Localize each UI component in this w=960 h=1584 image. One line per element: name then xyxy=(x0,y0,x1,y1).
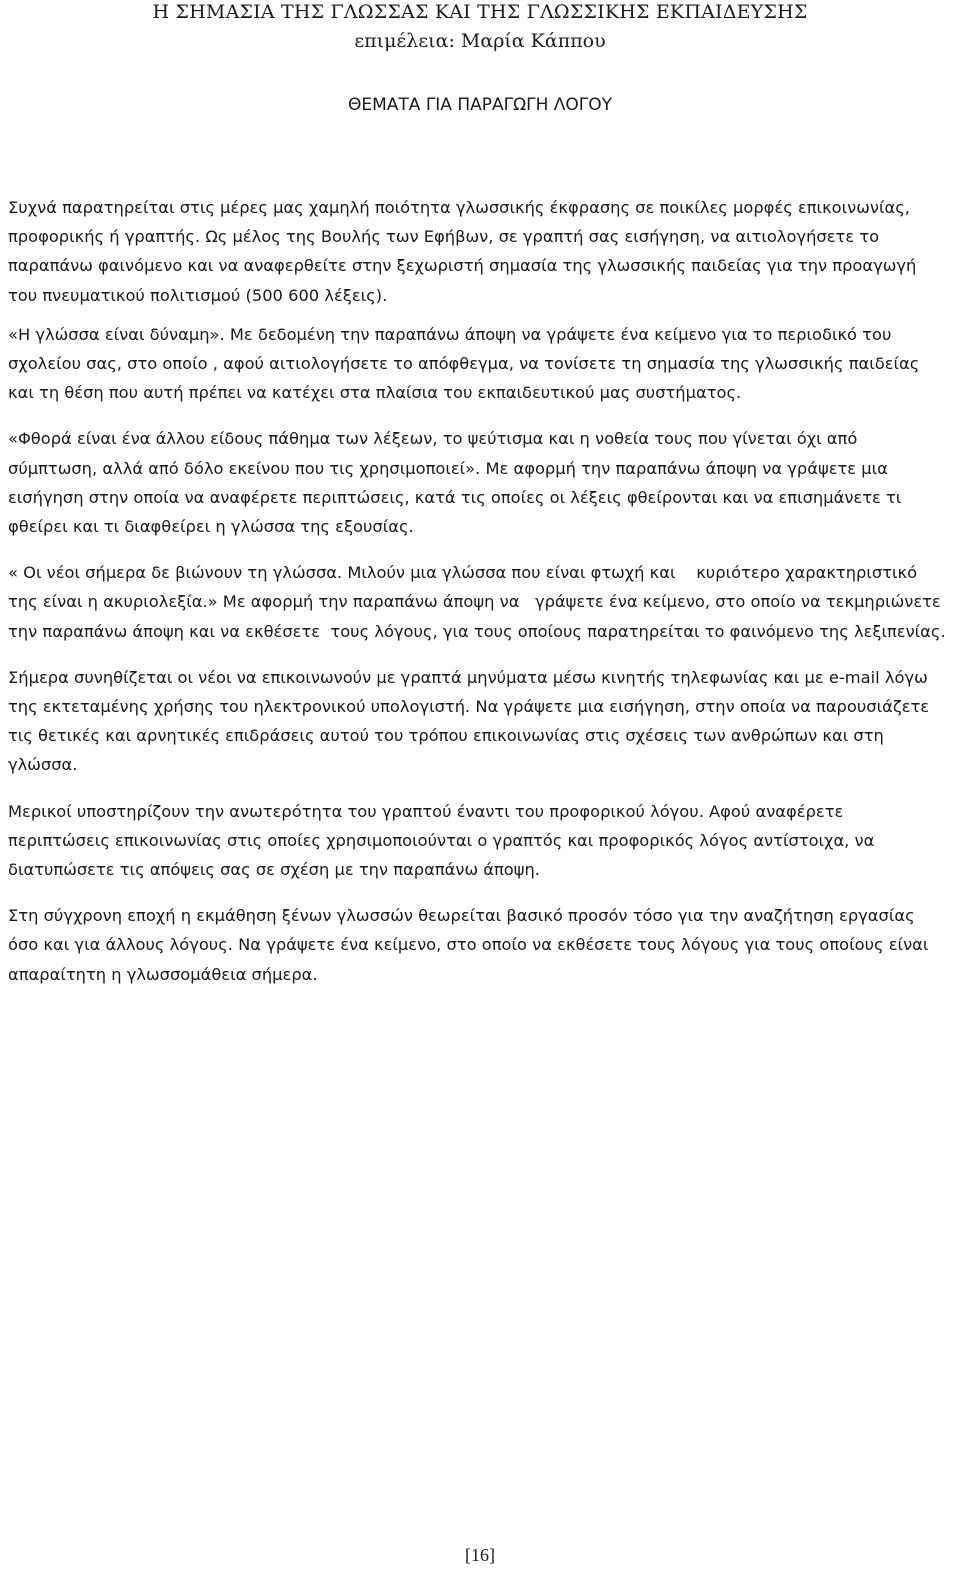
paragraph-4: « Οι νέοι σήμερα δε βιώνουν τη γλώσσα. Μιλούν μια γλώσσα που είναι φτωχή και κυριότερο χαρακτηριστικό της είναι η ακυριολεξία.» Με αφορμή την παραπάνω άποψη να γράψετε ένα κείμενο, στο οποίο να τεκμηριώνετε την παραπάνω άποψη και να εκθέσετε τους λόγους, για τους οποίους παρατηρείται το φαινόμενο της λεξιπενίας. xyxy=(8,563,946,641)
paragraph-6: Μερικοί υποστηρίζουν την ανωτερότητα του γραπτού έναντι του προφορικού λόγου. Αφού αναφέρετε περιπτώσεις επικοινωνίας στις οποίες χρησιμοποιούνται ο γραπτός και προφορικός λόγος αντίστοιχα, να διατυπώσετε τις απόψεις σας σε σχέση με την παραπάνω άποψη. xyxy=(8,801,875,880)
page-number: [16] xyxy=(465,1545,495,1565)
paragraph-1: Συχνά παρατηρείται στις μέρες μας χαμηλή ποιότητα γλωσσικής έκφρασης σε ποικίλες μορφές επικοινωνίας, προφορικής ή γραπτής. Ως μέλος της Βουλής των Εφήβων, σε γραπτή σας εισήγηση, να αιτιολογήσετε το παραπάνω φαινόμενο και να αναφερθείτε στην ξεχωριστή σημασία της γλωσσικής παιδείας για την προαγωγή του πνευματικού πολιτισμού (500 600 λέξεις). xyxy=(8,198,917,305)
header-title: Η ΣΗΜΑΣΙΑ ΤΗΣ ΓΛΩΣΣΑΣ ΚΑΙ ΤΗΣ ΓΛΩΣΣΙΚΗΣ ΕΚΠΑΙΔΕΥΣΗΣ xyxy=(152,1,808,23)
document-body xyxy=(8,193,950,1006)
paragraph-2: «Η γλώσσα είναι δύναμη». Με δεδομένη την παραπάνω άποψη να γράψετε ένα κείμενο για το περιοδικό του σχολείου σας, στο οποίο , αφού αιτιολογήσετε το απόφθεγμα, να τονίσετε τη σημασία της γλωσσικής παιδείας και τη θέση που αυτή πρέπει να κατέχει στα πλαίσια του εκπαιδευτικού μας συστήματος. xyxy=(8,324,920,403)
paragraph-7: Στη σύγχρονη εποχή η εκμάθηση ξένων γλωσσών θεωρείται βασικό προσόν τόσο για την αναζήτηση εργασίας όσο και για άλλους λόγους. Να γράψετε ένα κείμενο, στο οποίο να εκθέσετε τους λόγους για τους οποίους είναι απαραίτητη η γλωσσομάθεια σήμερα. xyxy=(8,906,929,984)
section-heading: ΘΕΜΑΤΑ ΓΙΑ ΠΑΡΑΓΩΓΗ ΛΟΓΟΥ xyxy=(347,95,612,115)
page-header xyxy=(0,0,960,54)
header-subtitle: επιμέλεια: Μαρία Κάππου xyxy=(354,30,606,52)
paragraph-3: «Φθορά είναι ένα άλλου είδους πάθημα των λέξεων, το ψεύτισμα και η νοθεία τους που γίνεται όχι από σύμπτωση, αλλά από δόλο εκείνου που τις χρησιμοποιεί». Με αφορμή την παραπάνω άποψη να γράψετε μια εισήγηση στην οποία να αναφέρετε περιπτώσεις, κατά τις οποίες οι λέξεις φθείρονται και να επισημάνετε τι φθείρει και τι διαφθείρει η γλώσσα της εξουσίας. xyxy=(8,429,902,537)
paragraph-5: Σήμερα συνηθίζεται οι νέοι να επικοινωνούν με γραπτά μηνύματα μέσω κινητής τηλεφωνίας και με e-mail λόγω της εκτεταμένης χρήσης του ηλεκτρονικού υπολογιστή. Να γράψετε μια εισήγηση, στην οποία να παρουσιάζετε τις θετικές και αρνητικές επιδράσεις αυτού του τρόπου επικοινωνίας στις σχέσεις των ανθρώπων και στη γλώσσα. xyxy=(8,667,930,775)
